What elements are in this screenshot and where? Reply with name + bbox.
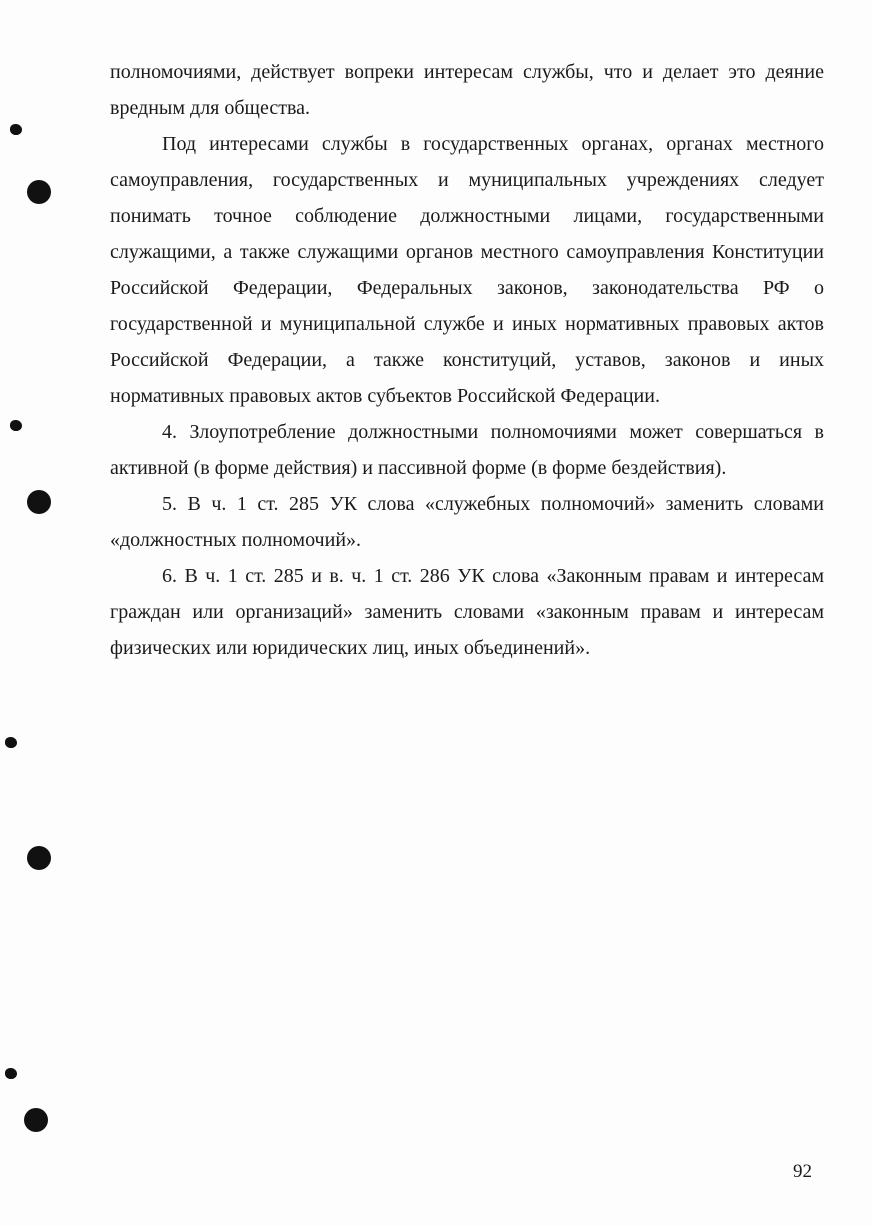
punch-hole-mark bbox=[10, 124, 22, 135]
punch-hole-mark bbox=[27, 490, 51, 514]
punch-hole-mark bbox=[27, 846, 51, 870]
paragraph-item-5: 5. В ч. 1 ст. 285 УК слова «служебных полномочий» заменить словами «должностных полномочий». bbox=[110, 493, 824, 551]
paragraph-service-interests: Под интересами службы в государственных органах, органах местного самоуправления, государственных и муниципальных учреждениях следует понимать точное соблюдение должностными лицами, государственными служащими, а также служащими органов местного самоуправления Конституции Российской Федерации, Федеральных законов, законодательства РФ о государственной и муниципальной службе и иных нормативных правовых актов Российской Федерации, а также конституций, уставов, законов и иных нормативных правовых актов субъектов Российской Федерации. bbox=[110, 133, 824, 407]
punch-hole-mark bbox=[24, 1108, 48, 1132]
body-text bbox=[110, 54, 824, 666]
punch-hole-mark bbox=[5, 737, 17, 748]
paragraph-item-4: 4. Злоупотребление должностными полномочиями может совершаться в активной (в форме действия) и пассивной форме (в форме бездействия). bbox=[110, 421, 824, 479]
paragraph-item-6: 6. В ч. 1 ст. 285 и в. ч. 1 ст. 286 УК слова «Законным правам и интересам граждан или организаций» заменить словами «законным правам и интересам физических или юридических лиц, иных объединений». bbox=[110, 565, 824, 659]
punch-hole-mark bbox=[27, 180, 51, 204]
punch-hole-mark bbox=[5, 1068, 17, 1079]
page-number: 92 bbox=[793, 1161, 812, 1182]
paragraph-continuation: полномочиями, действует вопреки интересам службы, что и делает это деяние вредным для общества. bbox=[110, 61, 824, 119]
punch-hole-mark bbox=[10, 420, 22, 431]
